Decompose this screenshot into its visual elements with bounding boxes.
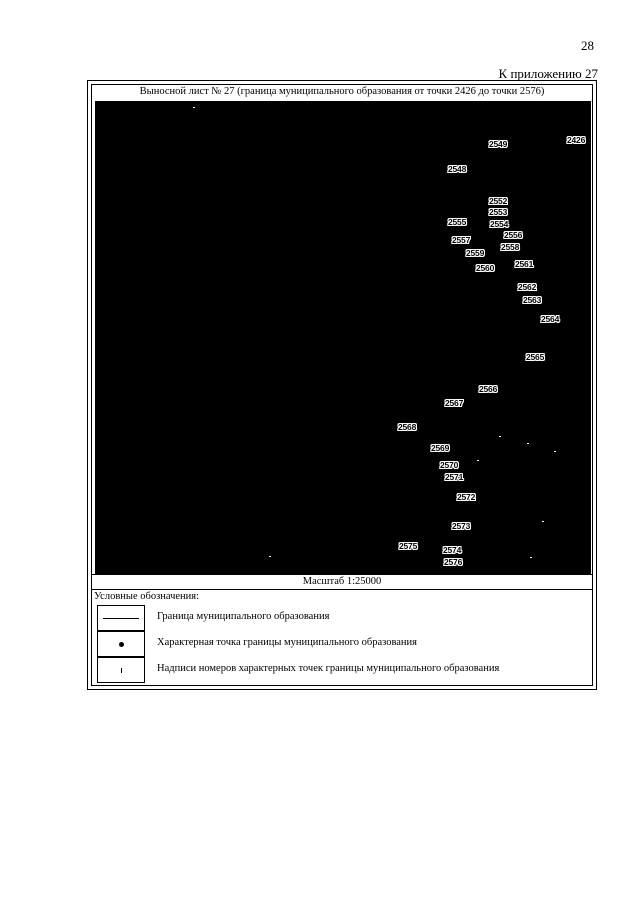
point-label: 2574 bbox=[443, 545, 462, 555]
boundary-line-symbol bbox=[103, 618, 139, 619]
map-scale: Масштаб 1:25000 bbox=[92, 574, 592, 590]
legend-label: Характерная точка границы муниципального образования bbox=[157, 637, 417, 648]
point-label: 2554 bbox=[490, 219, 509, 229]
map-speck bbox=[527, 443, 529, 444]
legend-item-boundary bbox=[97, 605, 577, 631]
point-label: 2553 bbox=[489, 207, 508, 217]
sheet-title: Выносной лист № 27 (граница муниципального образования от точки 2426 до точки 2576) bbox=[139, 86, 545, 97]
map-speck bbox=[193, 107, 195, 108]
map-speck bbox=[554, 451, 556, 452]
page-number: 28 bbox=[581, 38, 594, 53]
legend-symbol-box bbox=[97, 631, 145, 657]
point-label: 2563 bbox=[523, 295, 542, 305]
point-label: 2558 bbox=[501, 242, 520, 252]
point-label: 2575 bbox=[399, 541, 418, 551]
legend-item-label bbox=[97, 657, 577, 683]
point-label: 2564 bbox=[541, 314, 560, 324]
label-tick-symbol bbox=[121, 668, 122, 673]
point-label: 2426 bbox=[567, 135, 586, 145]
sheet-frame bbox=[87, 80, 597, 690]
point-label: 2567 bbox=[445, 398, 464, 408]
point-label: 2568 bbox=[398, 422, 417, 432]
legend-symbol-box bbox=[97, 605, 145, 631]
point-label: 2566 bbox=[479, 384, 498, 394]
map-speck bbox=[530, 557, 532, 558]
point-label: 2573 bbox=[452, 521, 471, 531]
point-label: 2576 bbox=[444, 557, 463, 567]
point-label: 2548 bbox=[448, 164, 467, 174]
legend-symbol-box bbox=[97, 657, 145, 683]
map-speck bbox=[542, 521, 544, 522]
legend-label: Граница муниципального образования bbox=[157, 611, 330, 622]
point-label: 2571 bbox=[445, 472, 464, 482]
sheet-inner-frame bbox=[91, 84, 593, 686]
legend-label: Надписи номеров характерных точек границы муниципального образования bbox=[157, 663, 500, 674]
point-label: 2555 bbox=[448, 217, 467, 227]
point-label: 2572 bbox=[457, 492, 476, 502]
point-label: 2562 bbox=[518, 282, 537, 292]
point-dot-symbol bbox=[119, 642, 124, 647]
point-label: 2560 bbox=[476, 263, 495, 273]
legend-item-point bbox=[97, 631, 577, 657]
point-label: 2549 bbox=[489, 139, 508, 149]
point-label: 2569 bbox=[431, 443, 450, 453]
appendix-label: К приложению 27 bbox=[498, 66, 598, 81]
point-label: 2570 bbox=[440, 460, 459, 470]
point-label: 2561 bbox=[515, 259, 534, 269]
point-label: 2557 bbox=[452, 235, 471, 245]
point-label: 2552 bbox=[489, 196, 508, 206]
map-area bbox=[95, 101, 591, 574]
map-speck bbox=[499, 436, 501, 437]
map-speck bbox=[477, 460, 479, 461]
point-label: 2559 bbox=[466, 248, 485, 258]
point-label: 2556 bbox=[504, 230, 523, 240]
legend-title: Условные обозначения: bbox=[94, 591, 200, 602]
point-label: 2565 bbox=[526, 352, 545, 362]
map-speck bbox=[269, 556, 271, 557]
